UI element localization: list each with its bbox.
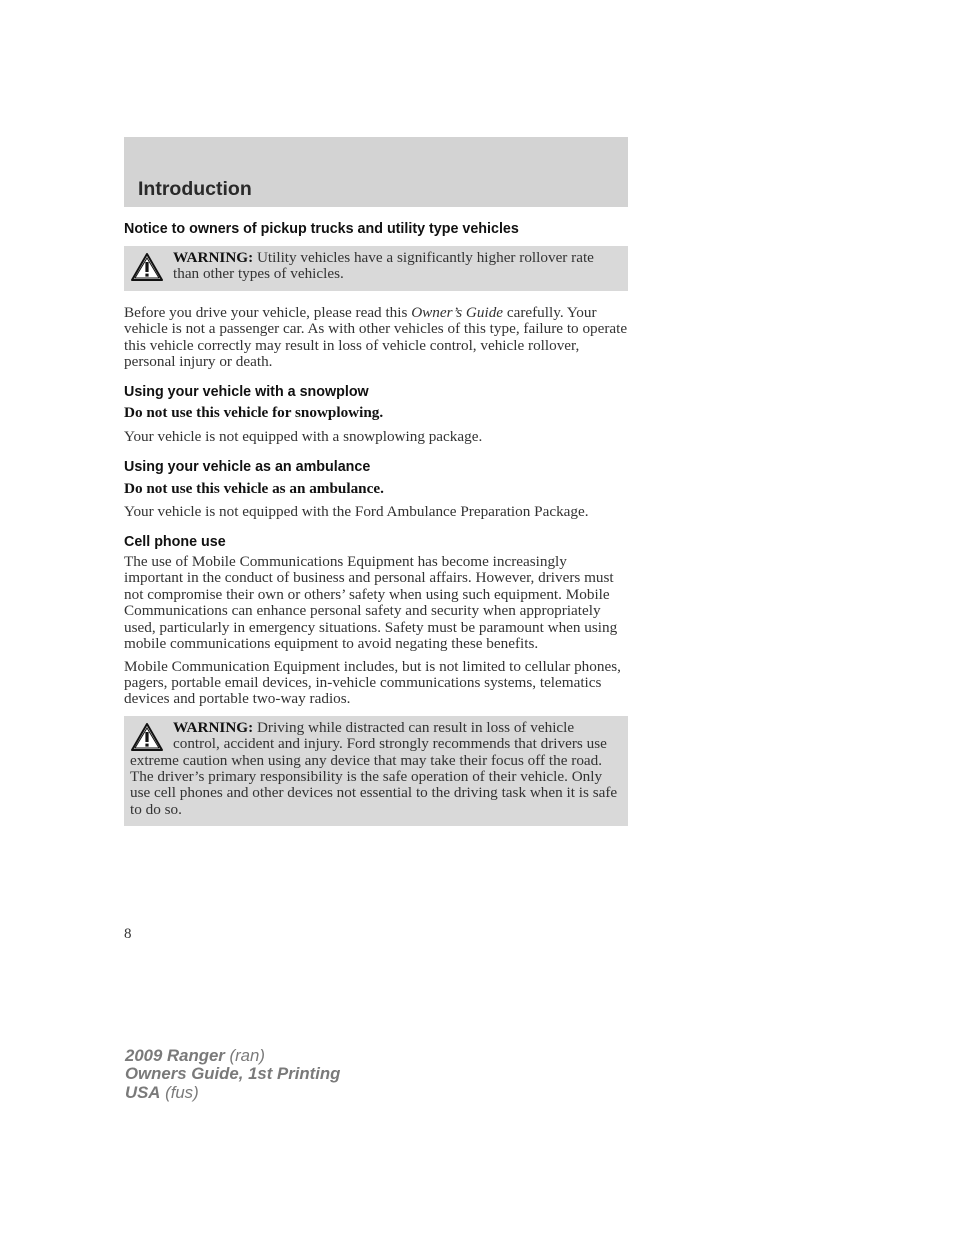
footer-model: 2009 Ranger (125, 1046, 225, 1065)
warning-triangle-icon (130, 722, 164, 752)
notice-text-end: carefully. Your vehicle is not a passenger car. As with other vehicles of this type, failure to operate this vehicle correctly may result in loss of vehicle control, vehicle rollover, personal injury or death. (124, 303, 628, 371)
notice-text-start: Before you drive your vehicle, please read this (124, 303, 412, 321)
warning-triangle-icon (130, 252, 164, 282)
page-content (124, 220, 628, 826)
distraction-warning-box (124, 716, 628, 826)
cellphone-para2: Mobile Communication Equipment includes, but is not limited to cellular phones, pagers, portable email devices, in-vehicle communications systems, telematics devices and portable two-way radios. (124, 657, 621, 708)
notice-paragraph (124, 305, 628, 371)
warning-text: Driving while distracted can result in loss of vehicle control, accident and injury. Ford strongly recommends that drivers use extreme caution when using any device that may take their focus off the road. The driver’s primary responsibility is the safe operation of their vehicle. Only use cell phones and other devices not essential to the driving task when it is safe to do so. (130, 718, 618, 818)
owners-guide-title: Owner’s Guide (411, 303, 504, 321)
notice-heading: Notice to owners of pickup trucks and utility type vehicles (124, 221, 519, 237)
page-title: Introduction (138, 178, 252, 200)
ambulance-text: Your vehicle is not equipped with the Ford Ambulance Preparation Package. (124, 502, 589, 520)
footer-line-1 (125, 1047, 340, 1065)
snowplow-bold: Do not use this vehicle for snowplowing. (124, 404, 384, 422)
ambulance-heading: Using your vehicle as an ambulance (124, 459, 371, 476)
rollover-warning-box (124, 246, 628, 291)
footer-line-2 (125, 1065, 340, 1083)
footer-edition: Owners Guide, 1st Printing (125, 1064, 341, 1084)
ambulance-bold: Do not use this vehicle as an ambulance. (124, 480, 384, 498)
footer-model-code: (ran) (224, 1046, 265, 1065)
footer-market-code: (fus) (160, 1082, 199, 1102)
snowplow-heading: Using your vehicle with a snowplow (124, 384, 369, 401)
footer-market: USA (125, 1082, 161, 1102)
section-header (124, 137, 628, 207)
warning-text: Utility vehicles have a significantly higher rollover rate than other types of vehicles. (173, 249, 594, 283)
snowplow-text: Your vehicle is not equipped with a snowplowing package. (124, 427, 483, 445)
warning-label: WARNING: (173, 718, 254, 736)
document-footer (125, 1047, 340, 1102)
page-number: 8 (124, 926, 132, 942)
footer-line-3 (125, 1084, 340, 1102)
warning-label: WARNING: (173, 249, 254, 266)
cellphone-para1: The use of Mobile Communications Equipment has become increasingly important in the conduct of business and personal affairs. However, drivers must not compromise their own or others’ safety when using such equipment. Mobile Communications can enhance personal safety and security when appropriately used, particularly in emergency situations. Safety must be paramount when using mobile communications equipment to avoid negating these benefits. (124, 553, 618, 653)
cellphone-heading: Cell phone use (124, 534, 226, 551)
